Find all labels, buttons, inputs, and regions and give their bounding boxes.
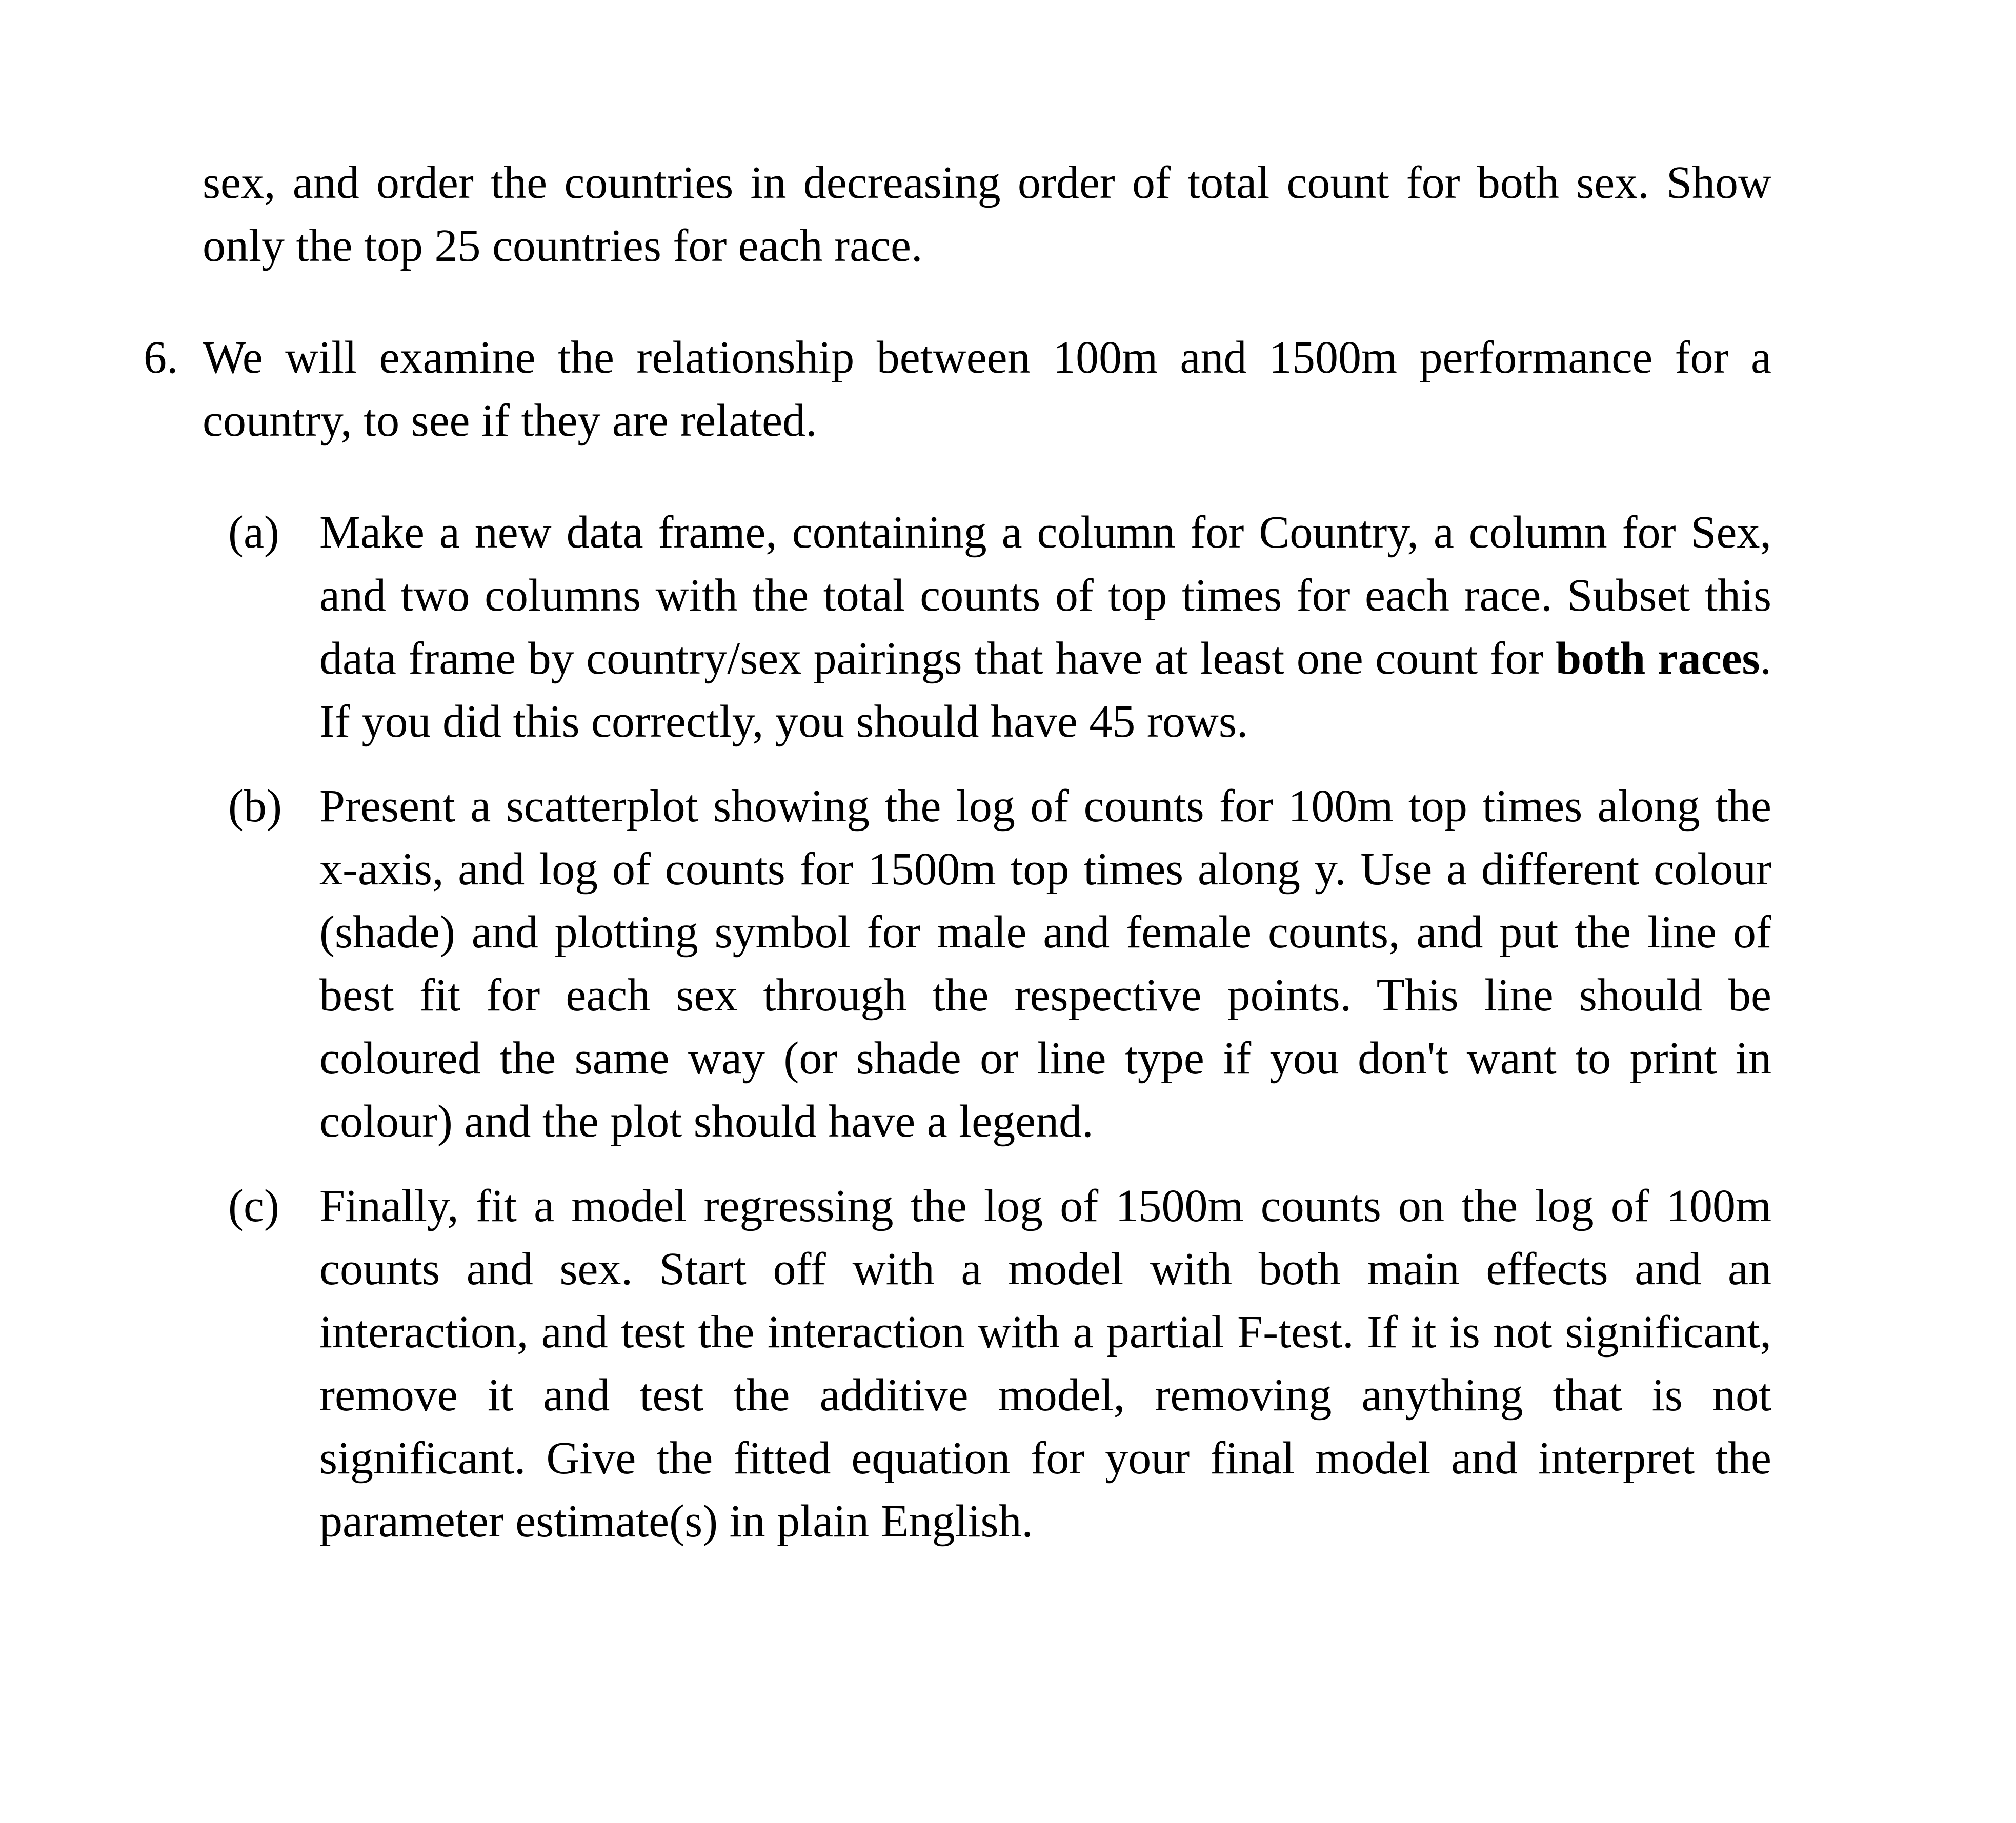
subitem-c (228, 1174, 1771, 1553)
subitem-a-text-before-bold: Make a new data frame, containing a column for Country, a column for Sex, and two columns with the total counts of top times for each race. Subset this data frame by country/sex pairings that have at least one count for (319, 507, 1771, 684)
subitem-c-label: (c) (228, 1181, 279, 1231)
item-6-number: 6. (144, 332, 178, 383)
subitem-a-text (319, 501, 1771, 753)
item-6 (144, 326, 1771, 452)
subitem-b-text: Present a scatterplot showing the log of counts for 100m top times along the x-axis, and log of counts for 1500m top times along y. Use a different colour (shade) and plotting symbol for male and female counts, and put the line of best fit for each sex through the respective points. This line should be coloured the same way (or shade or line type if you don't want to print in colour) and the plot should have a legend. (319, 781, 1771, 1147)
subitem-b (228, 775, 1771, 1153)
subitem-a-text-after-bold: . If you did this correctly, you should have 45 rows. (319, 633, 1771, 747)
continuation-paragraph: sex, and order the countries in decreasing order of total count for both sex. Show only the top 25 countries for each race. (203, 157, 1771, 271)
subitem-a-label: (a) (228, 507, 279, 558)
subitem-a (228, 501, 1771, 753)
subitem-c-text: Finally, fit a model regressing the log of 1500m counts on the log of 100m counts and sex. Start off with a model with both main effects and an interaction, and test the interaction with a partial F-test. If it is not significant, remove it and test the additive model, removing anything that is not significant. Give the fitted equation for your final model and interpret the parameter estimate(s) in plain English. (319, 1181, 1771, 1547)
item-6-intro: We will examine the relationship between 100m and 1500m performance for a country, to see if they are related. (203, 332, 1771, 446)
subitem-a-bold-phrase: both races (1556, 633, 1760, 684)
subitem-b-label: (b) (228, 781, 282, 832)
